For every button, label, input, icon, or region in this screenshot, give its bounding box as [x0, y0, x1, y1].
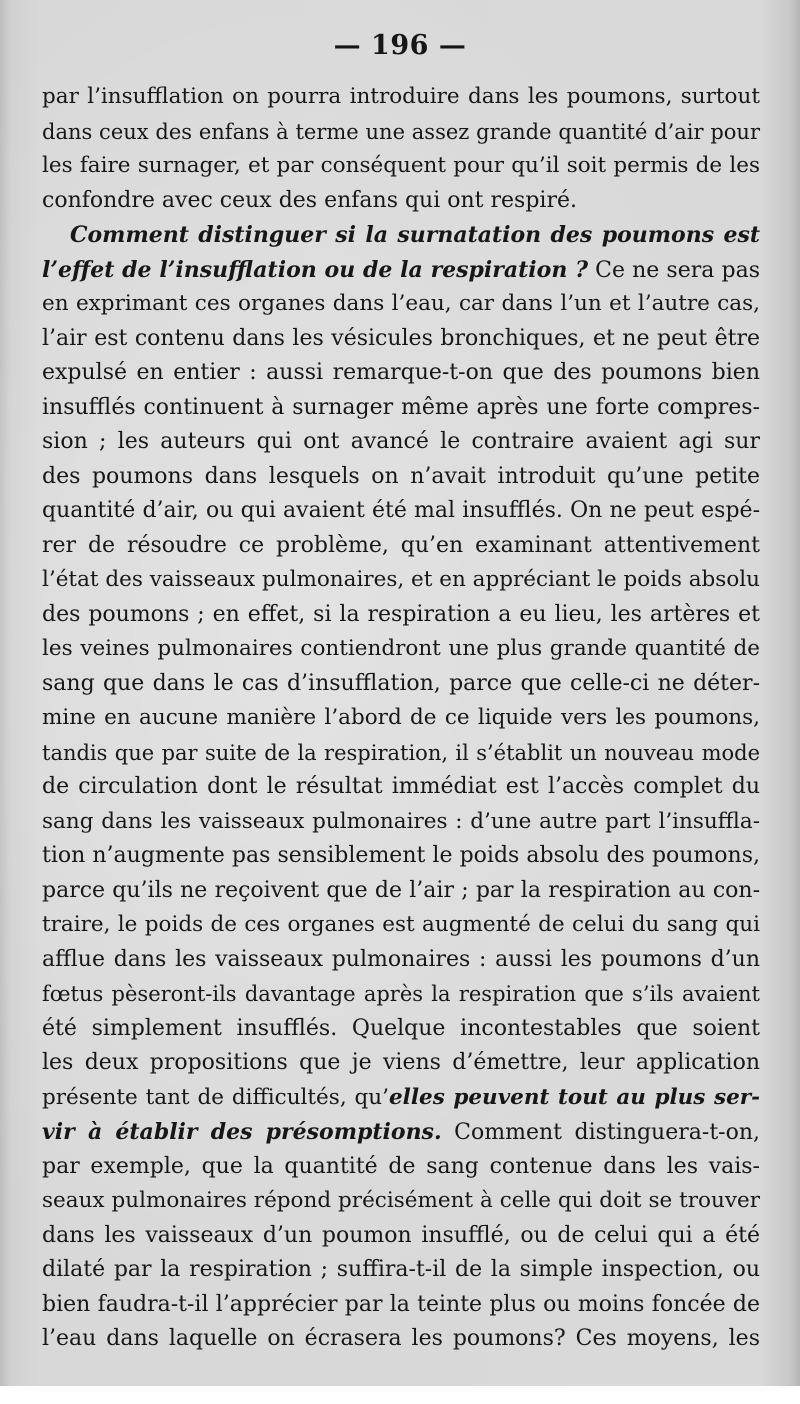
text-line: tion n’augmente pas sensiblement le poids absolu des poumons, — [42, 843, 760, 868]
italic-phrase: elles peuvent tout au plus ser- — [389, 1084, 760, 1110]
text-line: dans les vaisseaux d’un poumon insufflé, ou de celui qui a été — [42, 1222, 760, 1248]
italic-phrase: Comment distinguer si la surnatation des poumons est — [70, 222, 760, 248]
scan-bottom-margin — [0, 1386, 800, 1404]
italic-phrase: l’effet de l’insufflation ou de la respiration ? — [42, 256, 589, 283]
text-line: les faire surnager, et par conséquent pour qu’il soit permis de les — [42, 153, 760, 178]
page-number: — 196 — — [333, 30, 467, 61]
text-line: des poumons dans lesquels on n’avait introduit qu’une petite — [42, 463, 760, 489]
text-line: été simplement insufflés. Quelque incontestables que soient — [42, 1015, 760, 1041]
text-line: tandis que par suite de la respiration, il s’établit un nouveau mode — [42, 740, 760, 765]
text-line: des poumons ; en effet, si la respiration a eu lieu, les artères et — [42, 601, 760, 627]
text-line: rer de résoudre ce problème, qu’en examinant attentivement — [42, 532, 760, 558]
text-line: mine en aucune manière l’abord de ce liquide vers les poumons, — [42, 705, 760, 730]
text-line: vir à établir des présomptions. Comment distinguera-t-on, — [42, 1119, 760, 1145]
text-line: l’eau dans laquelle on écrasera les poumons? Ces moyens, les — [42, 1326, 760, 1351]
text-line: dans ceux des enfans à terme une assez grande quantité d’air pour — [42, 119, 760, 144]
text-line: présente tant de difficultés, qu’elles peuvent tout au plus ser- — [42, 1084, 760, 1110]
text-line: traire, le poids de ces organes est augmenté de celui du sang qui — [42, 912, 760, 937]
text-line: expulsé en entier : aussi remarque-t-on que des poumons bien — [42, 360, 760, 385]
text-line: confondre avec ceux des enfans qui ont respiré. — [42, 187, 577, 213]
text-line: dilaté par la respiration ; suffira-t-il de la simple inspection, ou — [42, 1257, 760, 1282]
text-line: l’état des vaisseaux pulmonaires, et en appréciant le poids absolu — [42, 567, 760, 592]
text-line: l’effet de l’insufflation ou de la respiration ? Ce ne sera pas — [42, 256, 760, 283]
text-line: insufflés continuent à surnager même après une forte compres- — [42, 394, 760, 420]
text-line: sang que dans le cas d’insufflation, parce que celle-ci ne déter- — [42, 670, 760, 696]
text-line-italic-heading — [42, 218, 760, 253]
body-text — [42, 80, 760, 1357]
text-line: les deux propositions que je viens d’émettre, leur application — [42, 1050, 760, 1075]
text-line: de circulation dont le résultat immédiat est l’accès complet du — [42, 774, 760, 799]
text-line: les veines pulmonaires contiendront une plus grande quantité de — [42, 636, 760, 661]
text-line: fœtus pèseront-ils davantage après la respiration que s’ils avaient — [42, 982, 760, 1006]
text-line: par l’insufflation on pourra introduire dans les poumons, surtout — [42, 84, 760, 109]
italic-phrase: vir à établir des présomptions. — [42, 1119, 442, 1145]
text-line: sang dans les vaisseaux pulmonaires : d’une autre part l’insuffla- — [42, 808, 760, 834]
text-line: bien faudra-t-il l’apprécier par la teinte plus ou moins foncée de — [42, 1291, 760, 1317]
text-line: en exprimant ces organes dans l’eau, car dans l’un et l’autre cas, — [42, 291, 760, 316]
text-line: sion ; les auteurs qui ont avancé le contraire avaient agi sur — [42, 429, 760, 454]
text-line: afflue dans les vaisseaux pulmonaires : aussi les poumons d’un — [42, 946, 760, 972]
text-line: parce qu’ils ne reçoivent que de l’air ; par la respiration au con- — [42, 877, 760, 903]
text-line: par exemple, que la quantité de sang contenue dans les vais- — [42, 1153, 760, 1179]
text-line: seaux pulmonaires répond précisément à celle qui doit se trouver — [42, 1188, 760, 1213]
text-line: l’air est contenu dans les vésicules bronchiques, et ne peut être — [42, 325, 760, 351]
text-line: quantité d’air, ou qui avaient été mal insufflés. On ne peut espé- — [42, 498, 760, 523]
